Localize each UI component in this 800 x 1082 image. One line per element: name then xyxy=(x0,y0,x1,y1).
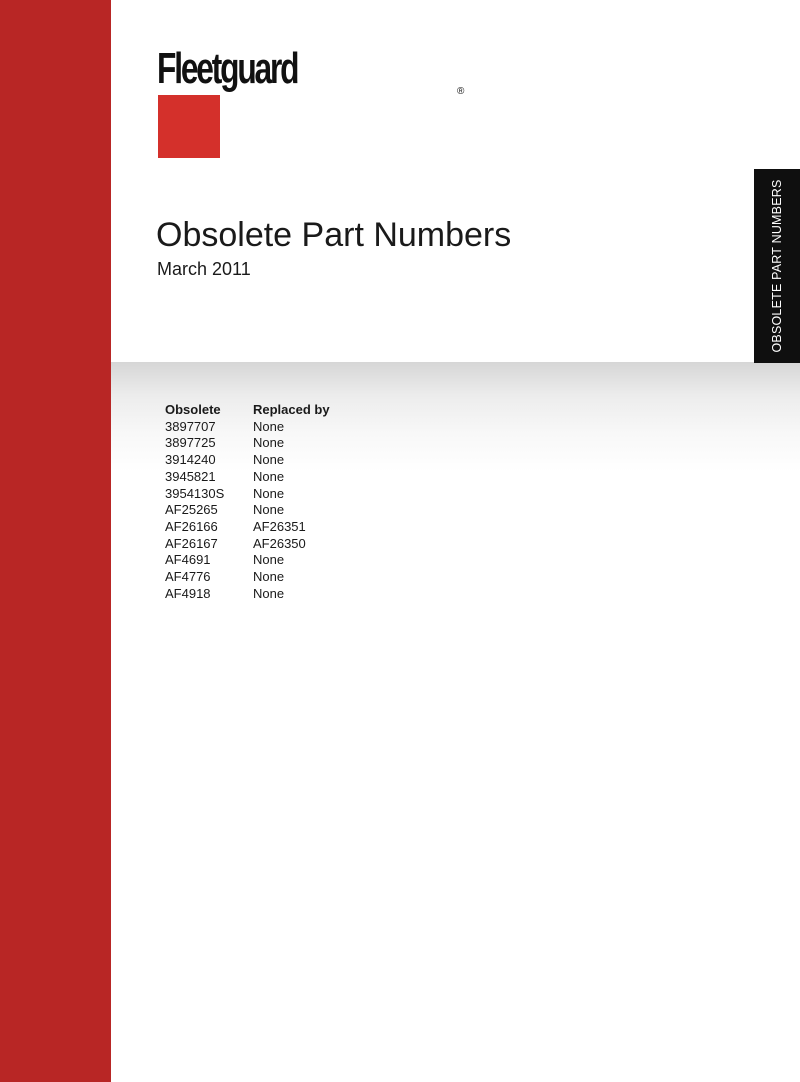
logo-red-square xyxy=(158,95,220,158)
table-row xyxy=(165,452,373,469)
left-red-bar xyxy=(0,0,111,1082)
replacement-part-number: None xyxy=(253,552,285,568)
page-date: March 2011 xyxy=(157,259,251,279)
table-row xyxy=(165,552,373,569)
obsolete-part-number: AF4691 xyxy=(165,552,211,568)
replacement-part-number: None xyxy=(253,452,285,468)
obsolete-part-number: AF25265 xyxy=(165,502,218,518)
obsolete-part-number: AF4918 xyxy=(165,585,211,601)
column-header-obsolete: Obsolete xyxy=(165,402,221,417)
obsolete-part-number: AF4776 xyxy=(165,569,211,585)
obsolete-part-number: AF26167 xyxy=(165,535,218,551)
obsolete-part-number: 3914240 xyxy=(165,452,216,468)
obsolete-part-number: 3954130S xyxy=(165,485,225,501)
table-row xyxy=(165,486,373,503)
page-title: Obsolete Part Numbers xyxy=(156,216,512,254)
column-header-replaced-by: Replaced by xyxy=(253,402,330,417)
registered-trademark-mark: ® xyxy=(457,86,465,97)
side-tab xyxy=(754,169,800,363)
table-row xyxy=(165,586,373,603)
logo-wordmark: Fleetguard xyxy=(157,44,298,93)
obsolete-part-number: 3897725 xyxy=(165,435,216,451)
obsolete-part-number: 3945821 xyxy=(165,468,216,484)
table-row xyxy=(165,419,373,436)
replacement-part-number: None xyxy=(253,468,285,484)
table-header-row xyxy=(165,402,373,419)
table-row xyxy=(165,435,373,452)
table-row xyxy=(165,536,373,553)
replacement-part-number: None xyxy=(253,418,285,434)
replacement-part-number: None xyxy=(253,585,285,601)
replacement-part-number: AF26350 xyxy=(253,535,306,551)
obsolete-part-number: AF26166 xyxy=(165,518,218,534)
replacement-part-number: None xyxy=(253,502,285,518)
table-body xyxy=(165,419,373,603)
replacement-part-number: None xyxy=(253,485,285,501)
replacement-part-number: AF26351 xyxy=(253,518,306,534)
side-tab-label: OBSOLETE PART NUMBERS xyxy=(770,179,784,353)
replacement-part-number: None xyxy=(253,435,285,451)
table-row xyxy=(165,469,373,486)
table-row xyxy=(165,502,373,519)
parts-table xyxy=(165,402,373,602)
obsolete-part-number: 3897707 xyxy=(165,418,216,434)
table-row xyxy=(165,569,373,586)
replacement-part-number: None xyxy=(253,569,285,585)
table-row xyxy=(165,519,373,536)
